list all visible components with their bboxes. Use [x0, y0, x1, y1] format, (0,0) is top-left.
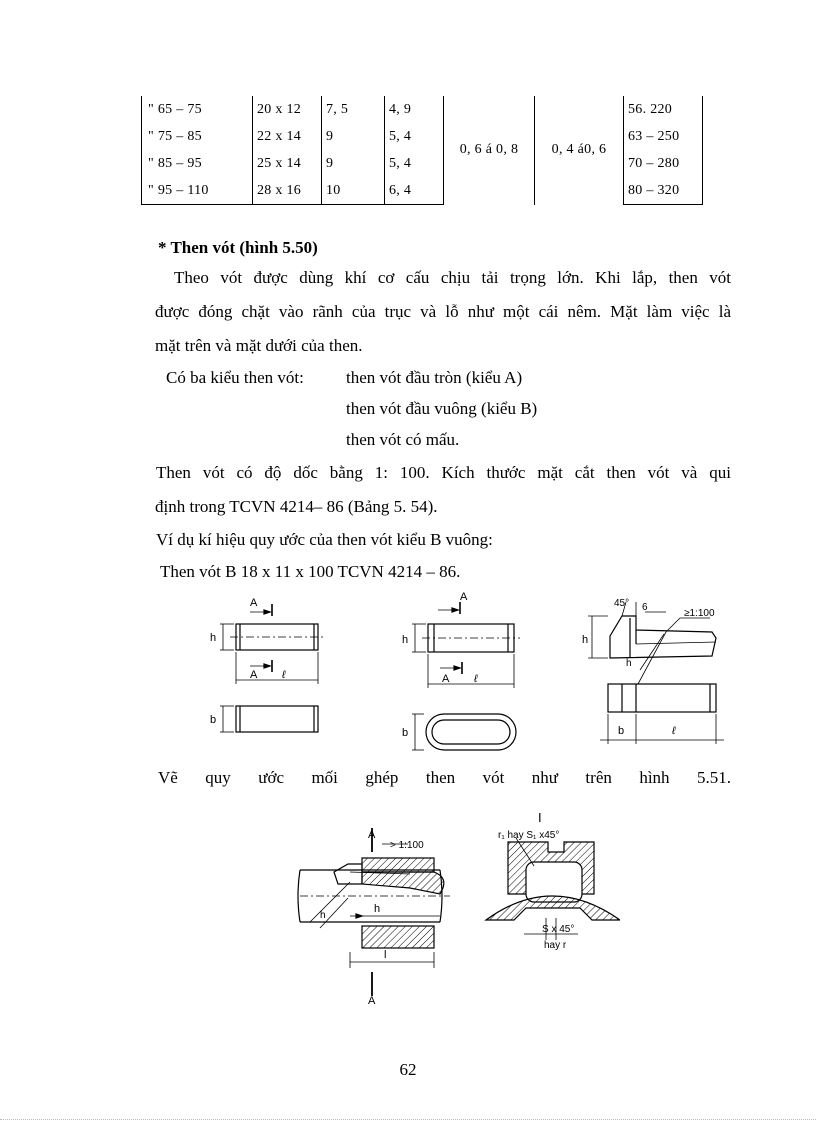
section-heading: * Then vót (hình 5.50): [158, 238, 318, 257]
label-b: b: [618, 725, 625, 737]
key-type-a-top: [220, 706, 318, 732]
label-detail-i: I: [538, 810, 542, 825]
label-r1: r₁ hay S₁ x45°: [498, 830, 560, 841]
label-a: A: [442, 673, 450, 685]
table-cell: 9: [322, 150, 385, 177]
label-h: h: [320, 910, 326, 921]
table-cell: 80 – 320: [624, 177, 703, 205]
example-intro: Ví dụ kí hiệu quy ước của then vót kiểu B vuông:: [156, 530, 493, 549]
table-cell: 4, 9: [385, 96, 444, 123]
table-cell: 5, 4: [385, 123, 444, 150]
table-cell: 20 x 12: [253, 96, 322, 123]
page-number: 62: [399, 1060, 417, 1079]
label-45-deg: 45°: [614, 598, 630, 609]
key-dimension-table: [141, 96, 703, 205]
table-cell-merged: 0, 4 á0, 6: [535, 96, 624, 205]
type-c: then vót có mấu.: [346, 430, 460, 449]
label-l: ℓ: [282, 669, 286, 681]
label-6: 6: [642, 602, 648, 613]
paragraph-line: Theo vót được dùng khí cơ cấu chịu tải trọng lớn. Khi lắp, then vót: [174, 268, 731, 287]
key-type-b-front: [412, 602, 520, 688]
table-cell: 22 x 14: [253, 123, 322, 150]
table-cell: 28 x 16: [253, 177, 322, 205]
key-type-a-front: [220, 604, 324, 684]
table-cell: 5, 4: [385, 150, 444, 177]
key-type-b-top: [412, 714, 516, 750]
table-cell: " 85 – 95: [142, 150, 253, 177]
label-l: ℓ: [672, 725, 676, 737]
label-h: h: [374, 903, 381, 915]
label-l: ℓ: [474, 673, 478, 685]
type-a: then vót đầu tròn (kiểu A): [346, 368, 523, 387]
label-slope: > 1:100: [390, 840, 424, 851]
label-h: h: [210, 632, 217, 644]
table-cell: 70 – 280: [624, 150, 703, 177]
table-cell: " 95 – 110: [142, 177, 253, 205]
label-a: A: [250, 597, 258, 609]
table-cell: 56. 220: [624, 96, 703, 123]
label-h: h: [582, 634, 589, 646]
label-a: A: [460, 591, 468, 603]
label-a: A: [250, 669, 258, 681]
label-slope: ≥1:100: [684, 608, 715, 619]
label-h: h: [626, 658, 632, 669]
label-a: A: [368, 829, 376, 841]
table-cell: 6, 4: [385, 177, 444, 205]
label-l: l: [384, 949, 387, 961]
label-hay-r: hay r: [544, 940, 567, 951]
table-cell: 7, 5: [322, 96, 385, 123]
paragraph-line: Vẽ quy ước mối ghép then vót như trên hình 5.51.: [158, 768, 731, 787]
table-cell: " 75 – 85: [142, 123, 253, 150]
type-b: then vót đầu vuông (kiểu B): [346, 399, 538, 418]
paragraph-line: được đóng chặt vào rãnh của trục và lỗ như một cái nêm. Mặt làm việc là: [155, 302, 731, 321]
page-divider: [0, 1119, 816, 1120]
table-cell: 63 – 250: [624, 123, 703, 150]
paragraph-line: Then vót có độ dốc bằng 1: 100. Kích thước mặt cắt then vót và qui: [156, 463, 731, 482]
paragraph-line: định trong TCVN 4214– 86 (Bảng 5. 54).: [155, 497, 438, 516]
label-h: h: [402, 634, 409, 646]
table-cell: 25 x 14: [253, 150, 322, 177]
paragraph-line: mặt trên và mặt dưới của then.: [155, 336, 363, 355]
label-s45: S x 45°: [542, 924, 575, 935]
label-a: A: [368, 995, 376, 1007]
example-designation: Then vót B 18 x 11 x 100 TCVN 4214 – 86.: [160, 562, 461, 581]
label-b: b: [210, 714, 217, 726]
table-row: [142, 96, 703, 123]
figure-5-50: [190, 588, 750, 758]
table-cell-merged: 0, 6 á 0, 8: [444, 96, 535, 205]
types-intro: Có ba kiểu then vót:: [166, 368, 304, 387]
figure-5-51: [290, 808, 620, 1008]
table-cell: 10: [322, 177, 385, 205]
table-cell: " 65 – 75: [142, 96, 253, 123]
label-b: b: [402, 727, 409, 739]
table-cell: 9: [322, 123, 385, 150]
